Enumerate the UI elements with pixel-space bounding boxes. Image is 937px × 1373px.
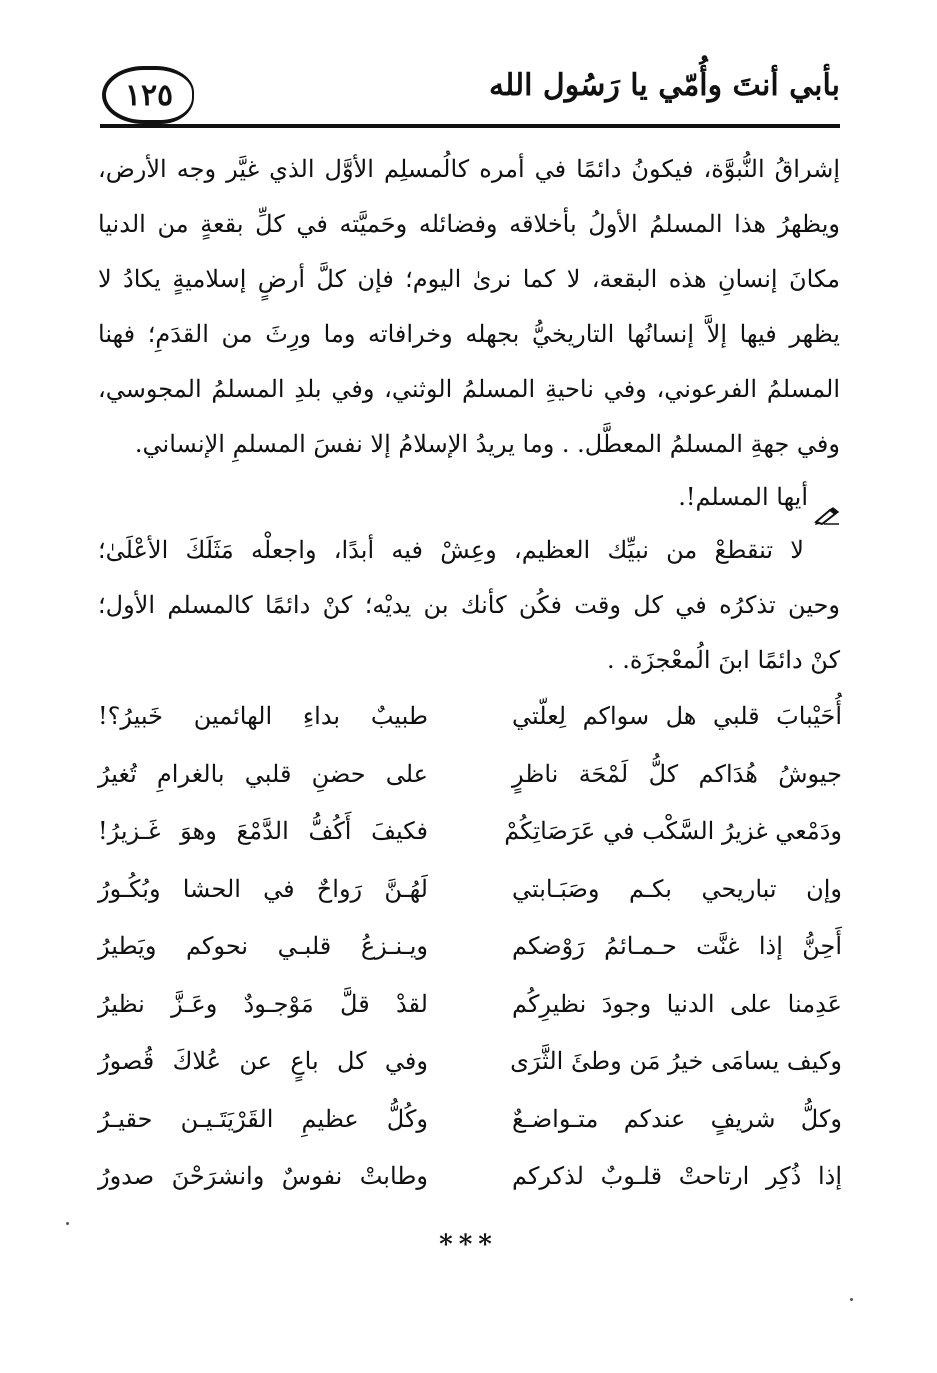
hemistich-right: إذا ذُكِر ارتاحتْ قلـوبٌ لذكركم xyxy=(512,1162,842,1190)
text-line: كنْ دائمًا ابنَ الُمعْجزَة. . xyxy=(606,646,840,674)
section-heading xyxy=(678,470,840,525)
hemistich-left: لقدْ قلَّ مَوْجـودٌ وعَـزَّ نظيرُ xyxy=(98,989,428,1018)
hemistich-left: على حضنِ قلبي بالغرامِ تُغيرُ xyxy=(98,759,428,788)
running-title: بأبي أنتَ وأُمّي يا رَسُول الله xyxy=(488,68,840,103)
hemistich-right: جيوشُ هُدَاكم كلُّ لَمْحَة ناظرٍ xyxy=(512,759,842,788)
hemistich-left: ويـنـزعُ قلبـي نحوكم ويَطيرُ xyxy=(98,932,428,960)
paragraph-1 xyxy=(98,142,840,472)
hemistich-right: أُحَيْبابَ قلبي هل سواكم لِعلّتي xyxy=(512,702,842,730)
heading-text: أيها المسلم!. xyxy=(678,483,808,511)
text-line: ويظهرُ هذا المسلمُ الأولُ بأخلاقه وفضائله وحَميَّته في كلِّ بقعةٍ من الدنيا xyxy=(98,210,840,238)
hemistich-right: ودَمْعي غزيرُ السَّكْب في عَرَصَاتِكُمْ xyxy=(504,817,842,845)
hemistich-right: أَحِنُّ إذا غنَّت حـمـائمُ رَوْضكم xyxy=(512,932,842,960)
verse xyxy=(98,1033,842,1091)
paragraph-2 xyxy=(98,523,840,688)
page-number: ١٢٥ xyxy=(102,66,194,124)
verse xyxy=(98,803,842,861)
text-line: مكانَ إنسانِ هذه البقعة، لا كما نرىٰ اليوم؛ فإن كلَّ أرضٍ إسلاميةٍ يكادُ لا xyxy=(98,265,840,293)
verse xyxy=(98,976,842,1034)
scan-speck xyxy=(850,1298,853,1301)
hemistich-left: وطابتْ نفوسٌ وانشرَحْنَ صدورُ xyxy=(98,1162,428,1190)
verse xyxy=(98,746,842,804)
hemistich-left: لَهُـنَّ رَواحٌ في الحشا وبُكُـورُ xyxy=(98,874,428,903)
text-line: لا تنقطعْ من نبيِّك العظيم، وعِشْ فيه أبدًا، واجعلْه مَثَلَكَ الأعْلَىٰ؛ xyxy=(98,536,804,564)
verse xyxy=(98,688,842,746)
text-line: إشراقُ النُّبوَّة، فيكونُ دائمًا في أمره كالُمسلِم الأوَّل الذي غيَّر وجه الأرض، xyxy=(98,155,840,183)
verse xyxy=(98,861,842,919)
hemistich-right: عَدِمنا على الدنيا وجودَ نظيرِكُم xyxy=(512,989,842,1018)
text-line: يظهر فيها إلاَّ إنسانُها التاريخيُّ بجهله وخرافاته وما ورِثَ من القدَمِ؛ فهنا xyxy=(98,320,840,348)
header-rule xyxy=(100,124,840,128)
verse xyxy=(98,1091,842,1149)
text-line: المسلمُ الفرعوني، وفي ناحيةِ المسلمُ الوثني، وفي بلدِ المسلمُ المجوسي، xyxy=(98,375,841,403)
hemistich-left: فكيفَ أَكُفُّ الدَّمْعَ وهوَ غَـزيرُ! xyxy=(98,817,428,845)
hemistich-right: وإن تباريحي بكـم وصَبَـابتي xyxy=(512,874,842,903)
poem xyxy=(98,688,842,1206)
verse xyxy=(98,1148,842,1206)
text-line: وفي جهةِ المسلمُ المعطَّل. . وما يريدُ الإسلامُ إلا نفسَ المسلمِ الإنساني. xyxy=(134,430,840,458)
section-separator: *** xyxy=(439,1230,498,1260)
text-line: وحين تذكرُه في كل وقت فكُن كأنك بن يديْه؛ كنْ دائمًا كالمسلم الأول؛ xyxy=(98,591,840,619)
hemistich-right: وكيف يسامَى خيرُ مَن وطئَ الثَّرَى xyxy=(510,1047,842,1075)
pen-icon xyxy=(814,490,840,508)
page-header xyxy=(100,62,840,128)
hemistich-left: وكُلُّ عظيمِ القَرْيَتَـيـن حقيـرُ xyxy=(98,1104,428,1133)
verse xyxy=(98,918,842,976)
hemistich-left: وفي كل باعٍ عن عُلاكَ قُصورُ xyxy=(98,1047,428,1075)
hemistich-right: وكلُّ شريفٍ عندكم متـواضـعٌ xyxy=(512,1104,842,1133)
scan-speck xyxy=(66,1222,69,1225)
hemistich-left: طبيبٌ بداءِ الهائمين خَبيرُ؟! xyxy=(98,702,428,730)
